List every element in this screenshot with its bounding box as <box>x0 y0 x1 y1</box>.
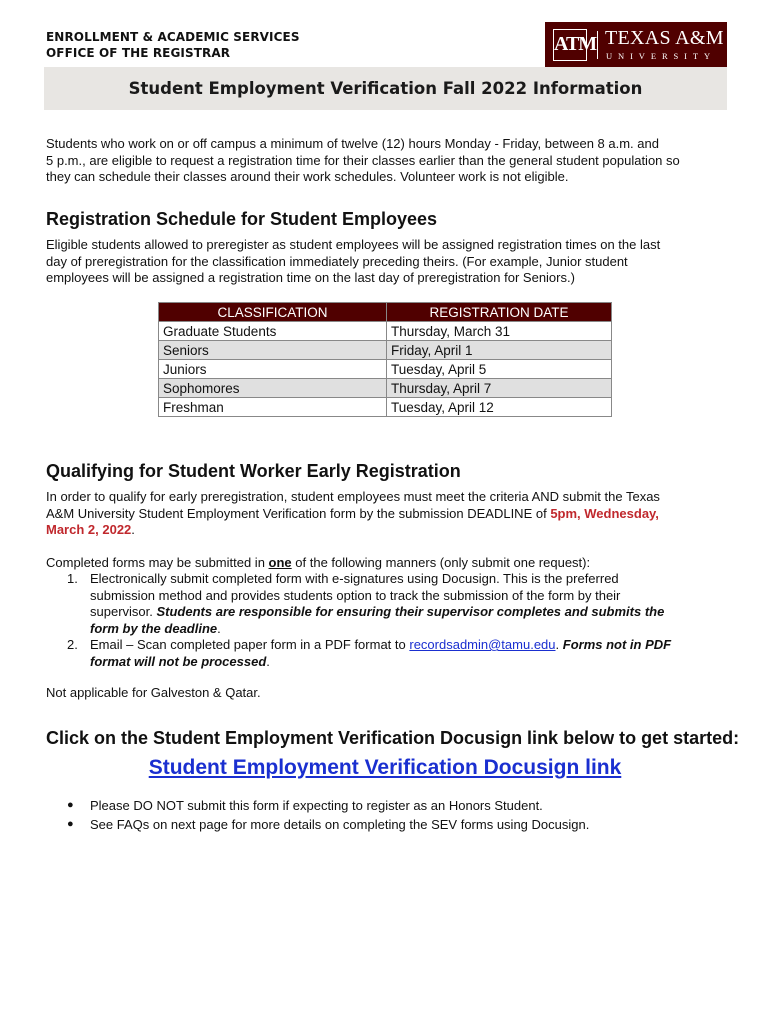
item-text: supervisor. <box>90 604 157 619</box>
column-header: CLASSIFICATION <box>159 303 387 322</box>
qualifying-heading: Qualifying for Student Worker Early Registration <box>46 461 461 481</box>
period: . <box>131 522 135 537</box>
classification-cell: Seniors <box>159 341 387 360</box>
list-item <box>46 637 671 670</box>
classification-cell: Sophomores <box>159 379 387 398</box>
atm-logo-icon: ATM <box>553 29 587 61</box>
logo-divider <box>597 31 598 59</box>
date-cell: Tuesday, April 12 <box>387 398 612 417</box>
item-text: Email – Scan completed paper form in a PDF format to <box>90 637 410 652</box>
date-cell: Friday, April 1 <box>387 341 612 360</box>
table-row <box>159 341 612 360</box>
qualifying-paragraph <box>46 489 660 539</box>
office-line: OFFICE OF THE REGISTRAR <box>46 46 231 60</box>
department-heading <box>46 29 300 61</box>
schedule-line: Eligible students allowed to preregister as student employees will be assigned registration times on the last <box>46 237 661 252</box>
deadline-text: 5pm, Wednesday, <box>550 505 659 521</box>
docusign-link[interactable]: Student Employment Verification Docusign link <box>148 756 622 779</box>
classification-cell: Graduate Students <box>159 322 387 341</box>
schedule-line: employees will be assigned a registration time on the last day of preregistration for Seniors.) <box>46 270 575 285</box>
table-row <box>159 379 612 398</box>
table-row <box>159 360 612 379</box>
page-title: Student Employment Verification Fall 2022 Information <box>128 79 643 98</box>
qualifying-line: A&M University Student Employment Verification form by the submission DEADLINE of <box>46 505 551 521</box>
item-emphasis: Forms not in PDF <box>562 637 672 652</box>
item-emphasis: Students are responsible for ensuring their supervisor completes and submits the <box>156 604 665 619</box>
list-item <box>46 815 589 834</box>
not-applicable-note: Not applicable for Galveston & Qatar. <box>46 685 261 700</box>
date-cell: Tuesday, April 5 <box>387 360 612 379</box>
item-text: Electronically submit completed form with e-signatures using Docusign. This is the preferred <box>90 571 619 586</box>
item-emphasis: form by the deadline <box>90 620 218 636</box>
list-number: 1. <box>67 571 78 586</box>
classification-cell: Juniors <box>159 360 387 379</box>
title-bar <box>44 67 727 110</box>
submission-methods-list <box>46 571 671 670</box>
item-emphasis: format will not be processed <box>90 653 267 669</box>
submission-text: of the following manners (only submit one request): <box>291 555 591 570</box>
email-link[interactable]: recordsadmin@tamu.edu <box>409 637 556 652</box>
table-row <box>159 322 612 341</box>
qualifying-line: In order to qualify for early preregistration, student employees must meet the criteria AND submit the Texas <box>46 489 660 504</box>
one-emphasis: one <box>268 555 292 570</box>
intro-line: Students who work on or off campus a minimum of twelve (12) hours Monday - Friday, between 8 a.m. and <box>46 136 659 151</box>
cta-heading: Click on the Student Employment Verification Docusign link below to get started: <box>46 728 740 748</box>
period: . <box>217 620 221 636</box>
submission-text: Completed forms may be submitted in <box>46 555 269 570</box>
registration-table <box>158 302 612 417</box>
date-cell: Thursday, March 31 <box>387 322 612 341</box>
intro-paragraph <box>46 136 680 186</box>
list-number: 2. <box>67 637 78 652</box>
list-item <box>46 571 671 637</box>
table-header-row <box>159 303 612 322</box>
bullet-icon: ● <box>67 799 74 811</box>
deadline-date: March 2, 2022 <box>46 522 132 537</box>
table-row <box>159 398 612 417</box>
note-text: See FAQs on next page for more details on completing the SEV forms using Docusign. <box>90 817 590 832</box>
item-text: submission method and provides students option to track the submission of the form by their <box>90 587 621 603</box>
notes-list <box>46 796 589 834</box>
intro-line: they can schedule their classes around their work schedules. Volunteer work is not eligible. <box>46 169 569 184</box>
schedule-line: day of preregistration for the classification immediately preceding theirs. (For example, Junior student <box>46 253 628 269</box>
tamu-logo <box>545 22 727 67</box>
bullet-icon: ● <box>67 818 74 830</box>
list-item <box>46 796 589 815</box>
column-header: REGISTRATION DATE <box>387 303 612 322</box>
note-text: Please DO NOT submit this form if expecting to register as an Honors Student. <box>90 798 543 813</box>
item-text: . <box>555 637 563 652</box>
period: . <box>266 653 270 669</box>
logo-wordmark: TEXAS A&M <box>605 27 724 49</box>
classification-cell: Freshman <box>159 398 387 417</box>
department-line: ENROLLMENT & ACADEMIC SERVICES <box>46 30 300 44</box>
date-cell: Thursday, April 7 <box>387 379 612 398</box>
logo-university: UNIVERSITY <box>606 51 716 61</box>
submission-intro <box>46 555 590 572</box>
schedule-heading: Registration Schedule for Student Employees <box>46 209 438 229</box>
schedule-paragraph <box>46 237 660 287</box>
intro-line: 5 p.m., are eligible to request a registration time for their classes earlier than the general student population so <box>46 152 680 168</box>
